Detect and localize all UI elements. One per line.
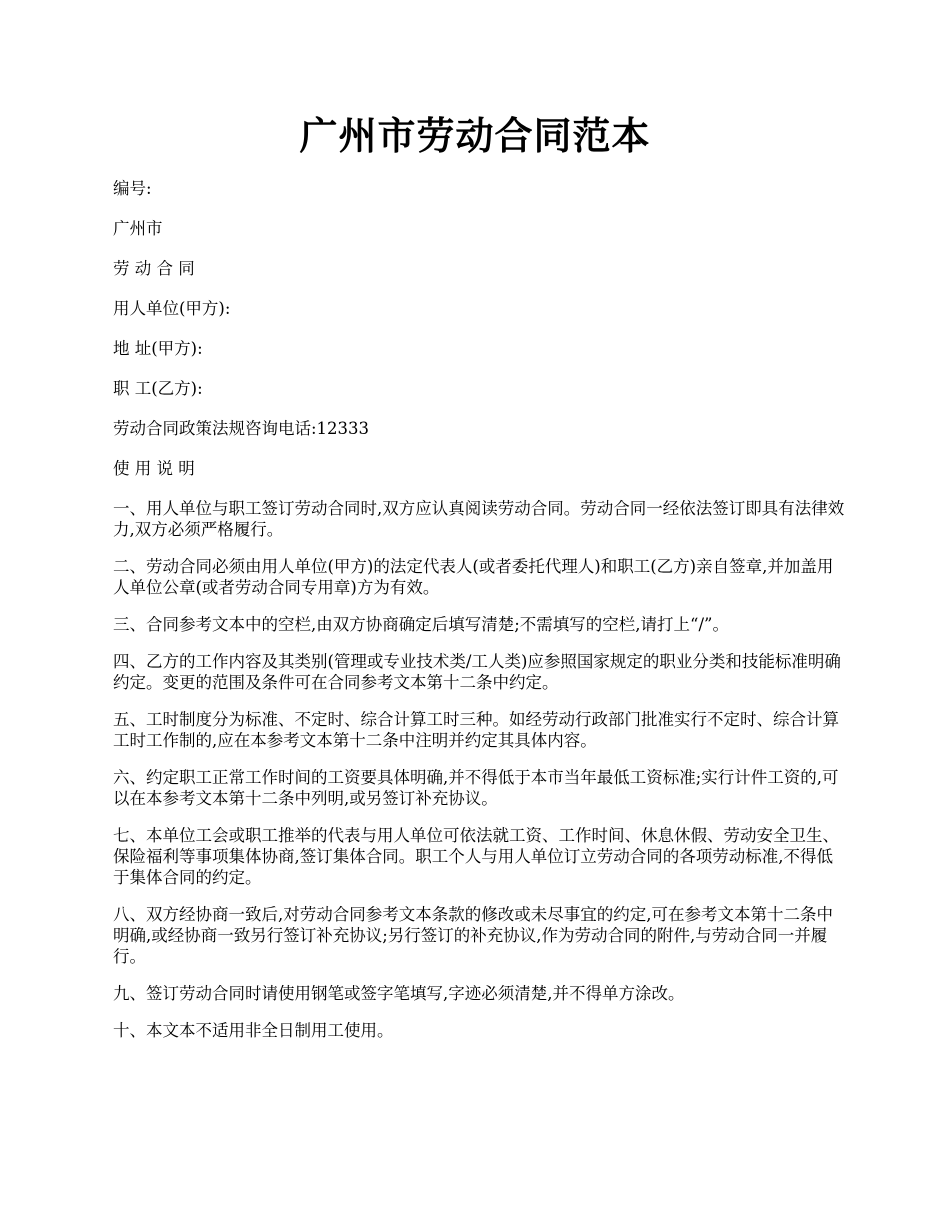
instruction-item-6: 六、约定职工正常工作时间的工资要具体明确,并不得低于本市当年最低工资标准;实行计件工资的,可以在本参考文本第十二条中列明,或另签订补充协议。	[113, 768, 839, 808]
document-title: 广州市劳动合同范本	[299, 113, 651, 158]
instruction-item-4: 四、乙方的工作内容及其类别(管理或专业技术类/工人类)应参照国家规定的职业分类和技能标准明确约定。变更的范围及条件可在合同参考文本第十二条中约定。	[113, 652, 841, 692]
document-body	[113, 178, 848, 1057]
instruction-item-5: 五、工时制度分为标准、不定时、综合计算工时三种。如经劳动行政部门批准实行不定时、综合计算工时工作制的,应在本参考文本第十二条中注明并约定其具体内容。	[113, 710, 839, 750]
city-line: 广州市	[113, 219, 163, 238]
instruction-item-1: 一、用人单位与职工签订劳动合同时,双方应认真阅读劳动合同。劳动合同一经依法签订即具有法律效力,双方必须严格履行。	[113, 499, 845, 539]
instruction-item-8: 八、双方经协商一致后,对劳动合同参考文本条款的修改或未尽事宜的约定,可在参考文本第十二条中明确,或经协商一致另行签订补充协议;另行签订的补充协议,作为劳动合同的附件,与劳动合同一并履行。	[113, 905, 833, 966]
instructions-heading: 使 用 说 明	[113, 459, 195, 478]
instruction-item-2: 二、劳动合同必须由用人单位(甲方)的法定代表人(或者委托代理人)和职工(乙方)亲自签章,并加盖用人单位公章(或者劳动合同专用章)方为有效。	[113, 557, 834, 597]
instruction-item-10: 十、本文本不适用非全日制用工使用。	[113, 1021, 394, 1040]
hotline-line: 劳动合同政策法规咨询电话:12333	[113, 419, 370, 438]
instruction-item-9: 九、签订劳动合同时请使用钢笔或签字笔填写,字迹必须清楚,并不得单方涂改。	[113, 984, 685, 1003]
employee-label: 职 工(乙方):	[113, 379, 203, 398]
instruction-item-3: 三、合同参考文本中的空栏,由双方协商确定后填写清楚;不需填写的空栏,请打上“/”。	[113, 615, 729, 634]
employer-label: 用人单位(甲方):	[113, 299, 231, 318]
instruction-item-7: 七、本单位工会或职工推举的代表与用人单位可依法就工资、工作时间、休息休假、劳动安全卫生、保险福利等事项集体协商,签订集体合同。职工个人与用人单位订立劳动合同的各项劳动标准,不得低于集体合同的约定。	[113, 826, 839, 887]
number-label: 编号:	[113, 179, 152, 198]
address-label: 地 址(甲方):	[113, 339, 203, 358]
contract-heading: 劳 动 合 同	[113, 259, 195, 278]
